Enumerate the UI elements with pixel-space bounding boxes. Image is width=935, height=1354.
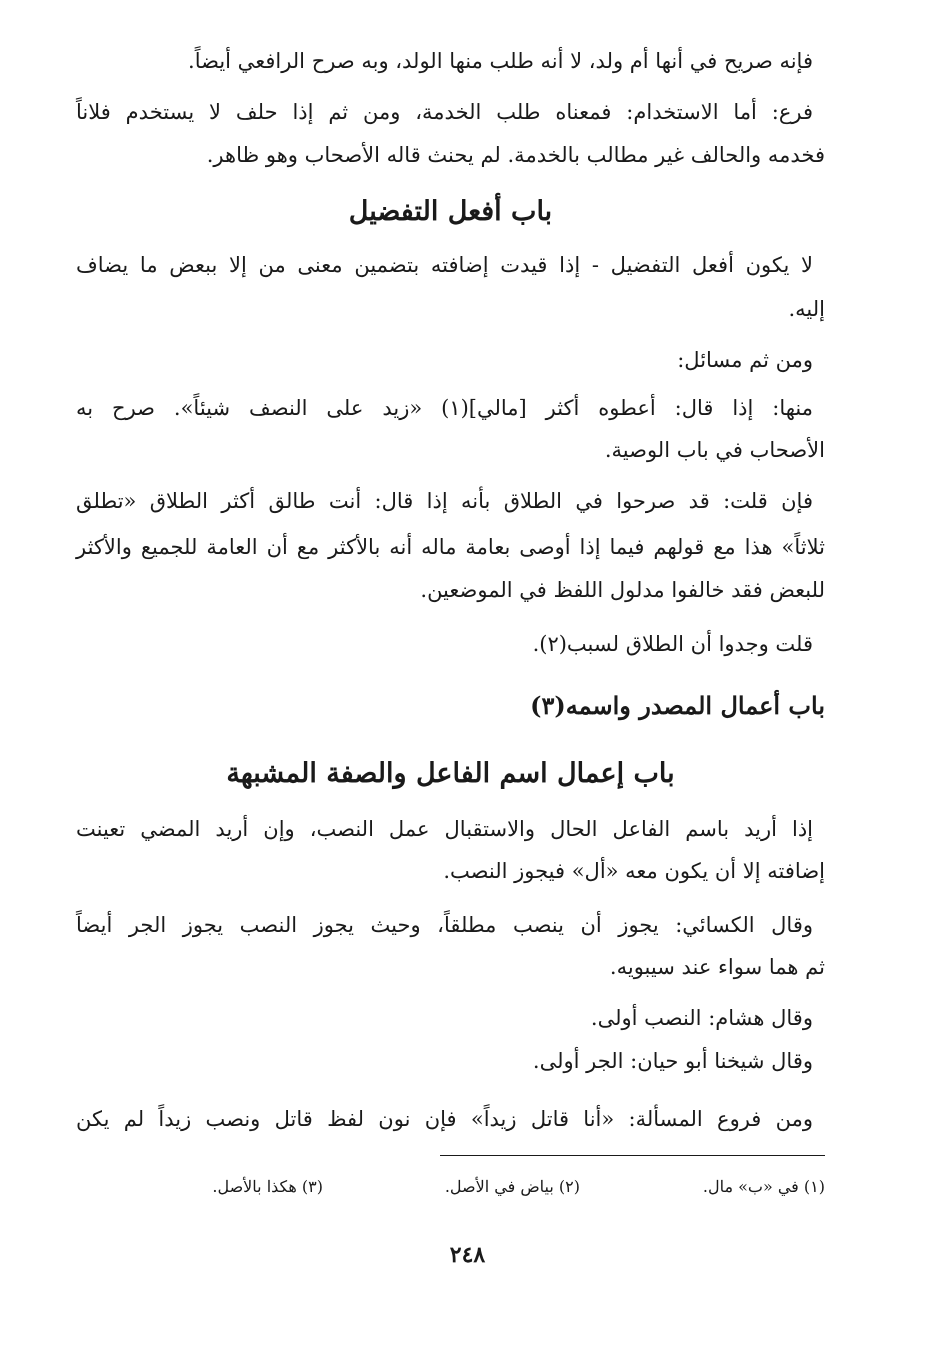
text-line: ومن فروع المسألة: «أنا قاتل زيداً» فإن نون لفظ قاتل ونصب زيداً لم يكن xyxy=(76,1107,813,1131)
section-heading: باب إعمال اسم الفاعل والصفة المشبهة xyxy=(226,758,675,789)
text-line: وقال هشام: النصب أولى. xyxy=(590,1006,813,1030)
footnote: (٣) هكذا بالأصل. xyxy=(212,1177,323,1196)
text-line: للبعض فقد خالفوا مدلول اللفظ في الموضعين. xyxy=(420,578,825,602)
footnote: (١) في «ب» مال. xyxy=(702,1177,825,1196)
section-heading: باب أفعل التفضيل xyxy=(348,196,553,227)
text-line: ومن ثم مسائل: xyxy=(677,348,813,372)
text-line: قلت وجدوا أن الطلاق لسبب(٢). xyxy=(532,632,813,656)
text-line: فخدمه والحالف غير مطالب بالخدمة. لم يحنث قاله الأصحاب وهو ظاهر. xyxy=(206,143,825,167)
section-heading: باب أعمال المصدر واسمه(٣) xyxy=(530,691,825,720)
text-line: فرع: أما الاستخدام: فمعناه طلب الخدمة، ومن ثم إذا حلف لا يستخدم فلاناً xyxy=(76,100,813,124)
text-line: إضافته إلا أن يكون معه «أل» فيجوز النصب. xyxy=(443,859,825,883)
footnote-divider xyxy=(440,1155,825,1156)
text-line: إذا أريد باسم الفاعل الحال والاستقبال عمل النصب، وإن أريد المضي تعينت xyxy=(76,817,813,841)
page-number: ٢٤٨ xyxy=(449,1242,486,1268)
text-line: لا يكون أفعل التفضيل - إذا قيدت إضافته بتضمين معنى من إلا ببعض ما يضاف xyxy=(76,253,813,277)
text-line: وقال شيخنا أبو حيان: الجر أولى. xyxy=(532,1049,813,1073)
text-line: الأصحاب في باب الوصية. xyxy=(604,438,825,462)
text-line: ثلاثاً» هذا مع قولهم فيما إذا أوصى بعامة ماله أنه بالأكثر مع أن العامة للجميع والأكثر xyxy=(76,535,825,559)
text-line: منها: إذا قال: أعطوه أكثر [مالي](١) «زيد على النصف شيئاً». صرح به xyxy=(76,396,813,420)
text-line: إليه. xyxy=(788,297,825,321)
footnote: (٢) بياض في الأصل. xyxy=(444,1177,580,1196)
text-line: فإنه صريح في أنها أم ولد، لا أنه طلب منها الولد، وبه صرح الرافعي أيضاً. xyxy=(188,49,813,73)
text-line: فإن قلت: قد صرحوا في الطلاق بأنه إذا قال: أنت طالق أكثر الطلاق «تطلق xyxy=(76,489,813,513)
text-line: ثم هما سواء عند سيبويه. xyxy=(609,955,825,979)
text-line: وقال الكسائي: يجوز أن ينصب مطلقاً، وحيث يجوز النصب يجوز الجر أيضاً xyxy=(76,913,813,937)
